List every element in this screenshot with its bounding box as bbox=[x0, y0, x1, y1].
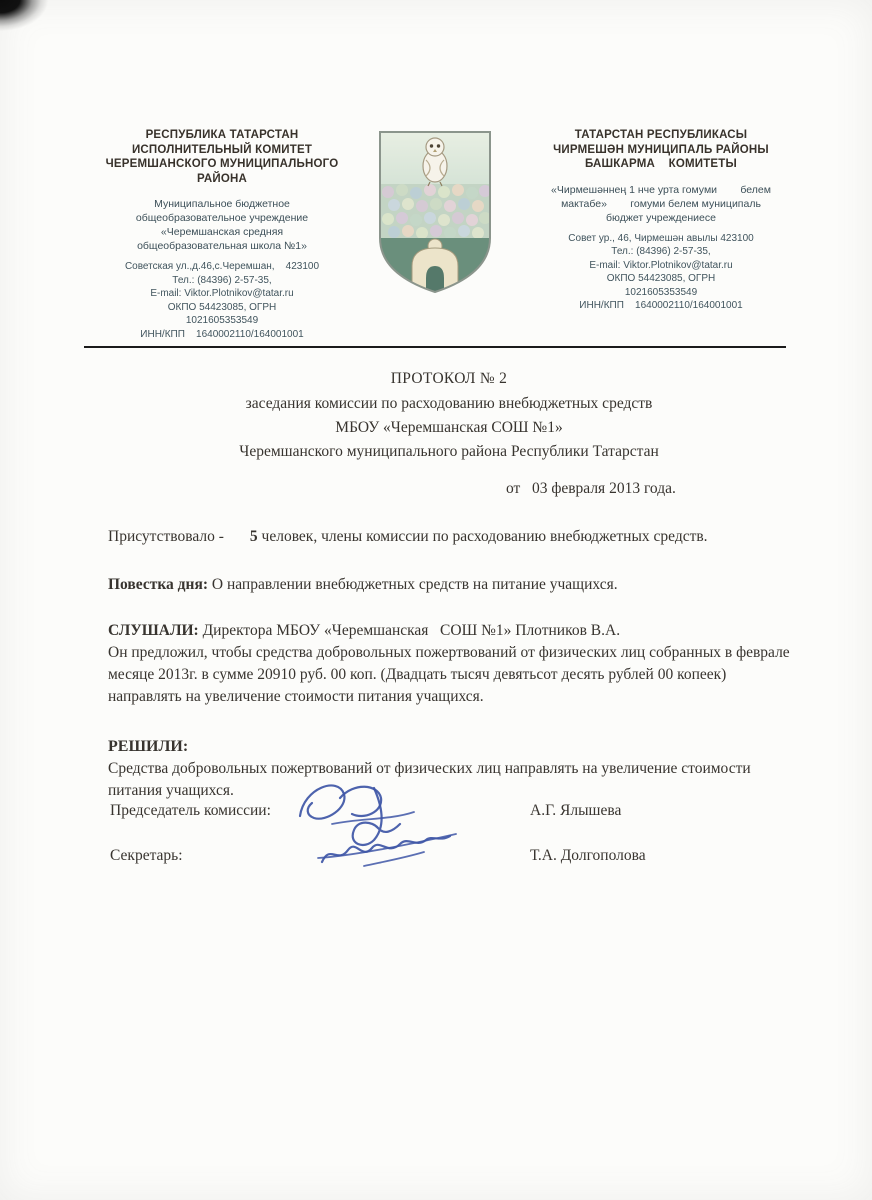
org-name-line: мактабе» гомуми белем муниципаль bbox=[561, 197, 761, 210]
org-title-line: ТАТАРСТАН РЕСПУБЛИКАСЫ bbox=[574, 129, 748, 141]
secretary-name: Т.А. Долгополова bbox=[530, 847, 646, 864]
attendance-label: Присутствовало - bbox=[108, 528, 224, 545]
resolved-body: Средства добровольных пожертвований от физических лиц направлять на увеличение стоимости питания учащихся. bbox=[108, 760, 751, 799]
contact-line-ogrn: 1021605353549 bbox=[185, 315, 259, 326]
contact-line-ogrn: 1021605353549 bbox=[624, 286, 698, 298]
org-name-line: бюджет учреждениесе bbox=[606, 211, 716, 224]
contact-line-inn: ИНН/КПП 1640002110/164001001 bbox=[140, 328, 304, 340]
attendance-count: 5 bbox=[249, 528, 258, 545]
agenda-text: О направлении внебюджетных средств на питание учащихся. bbox=[211, 576, 618, 593]
org-contacts-tt bbox=[502, 232, 820, 313]
contact-line-okpo: ОКПО 54423085, ОГРН bbox=[167, 301, 277, 313]
document-title: ПРОТОКОЛ № 2 bbox=[390, 370, 508, 387]
org-title-tt bbox=[502, 128, 820, 172]
resolved-section bbox=[108, 736, 790, 802]
header-separator-rule bbox=[84, 346, 786, 348]
org-title-line: РЕСПУБЛИКА ТАТАРСТАН bbox=[145, 129, 299, 141]
scan-corner-artifact bbox=[0, 0, 90, 60]
letterhead-left bbox=[82, 128, 362, 341]
secretary-signature bbox=[312, 826, 462, 878]
agenda-line bbox=[108, 574, 790, 596]
org-name-line: общеобразовательная школа №1» bbox=[137, 240, 307, 252]
coat-of-arms-icon bbox=[372, 126, 498, 300]
document-subtitle-line: заседания комиссии по расходованию внебюджетных средств bbox=[245, 395, 653, 412]
org-name-line: общеобразовательное учреждение bbox=[135, 212, 309, 224]
heard-label: СЛУШАЛИ: bbox=[108, 622, 199, 639]
document-subtitle-line: Черемшанского муниципального района Республики Татарстан bbox=[239, 443, 659, 460]
contact-line-address: Советская ул.,д.46,с.Черемшан, 423100 bbox=[124, 261, 320, 272]
contact-line-address: Совет ур., 46, Чирмешән авылы 423100 bbox=[568, 232, 754, 244]
attendance-text: человек, члены комиссии по расходованию внебюджетных средств. bbox=[257, 528, 708, 545]
org-title-line: ЧИРМЕШӘН МУНИЦИПАЛЬ РАЙОНЫ bbox=[553, 143, 769, 156]
contact-line-phone: Тел.: (84396) 2-57-35, bbox=[172, 274, 272, 286]
heard-section bbox=[108, 620, 790, 708]
chairman-label: Председатель комиссии: bbox=[110, 802, 271, 819]
contact-line-okpo: ОКПО 54423085, ОГРН bbox=[606, 273, 716, 284]
agenda-label: Повестка дня: bbox=[108, 576, 208, 593]
org-name-line: Муниципальное бюджетное bbox=[154, 198, 290, 210]
org-contacts-ru bbox=[82, 260, 362, 341]
org-title-line: БАШКАРМА КОМИТЕТЫ bbox=[585, 158, 737, 170]
heard-intro: Директора МБОУ «Черемшанская СОШ №1» Плотников В.А. bbox=[198, 622, 621, 639]
attendance-line bbox=[108, 526, 790, 548]
document-date: от 03 февраля 2013 года. bbox=[506, 480, 676, 497]
document-body bbox=[108, 366, 790, 802]
coat-of-arms bbox=[372, 126, 498, 300]
org-name-line: «Черемшанская средняя bbox=[160, 226, 284, 238]
secretary-label: Секретарь: bbox=[110, 847, 183, 864]
contact-line-phone: Тел.: (84396) 2-57-35, bbox=[611, 246, 711, 257]
heard-body: Он предложил, чтобы средства добровольных пожертвований от физических лиц собранных в феврале месяце 2013г. в сумме 20910 руб. 00 коп. (Двадцать тысяч девятьсот десять рублей 00 копеек) направлять на увеличение стоимости питания учащихся. bbox=[108, 644, 790, 705]
letterhead-right bbox=[502, 128, 820, 313]
document-subtitle-line: МБОУ «Черемшанская СОШ №1» bbox=[335, 419, 563, 436]
contact-line-email: E-mail: Viktor.Plotnikov@tatar.ru bbox=[589, 259, 733, 271]
org-title-line: ИСПОЛНИТЕЛЬНЫЙ КОМИТЕТ bbox=[131, 143, 313, 156]
org-name-ru bbox=[82, 197, 362, 253]
chairman-name: А.Г. Ялышева bbox=[530, 802, 622, 819]
org-title-line: ЧЕРЕМШАНСКОГО МУНИЦИПАЛЬНОГО РАЙОНА bbox=[105, 158, 342, 185]
resolved-label: РЕШИЛИ: bbox=[108, 738, 189, 755]
org-name-tt bbox=[502, 183, 820, 225]
org-name-line: «Чирмешәннең 1 нче урта гомуми белем bbox=[551, 183, 771, 196]
contact-line-inn: ИНН/КПП 1640002110/164001001 bbox=[579, 300, 743, 311]
org-title-ru bbox=[82, 128, 362, 186]
contact-line-email: E-mail: Viktor.Plotnikov@tatar.ru bbox=[150, 288, 294, 299]
